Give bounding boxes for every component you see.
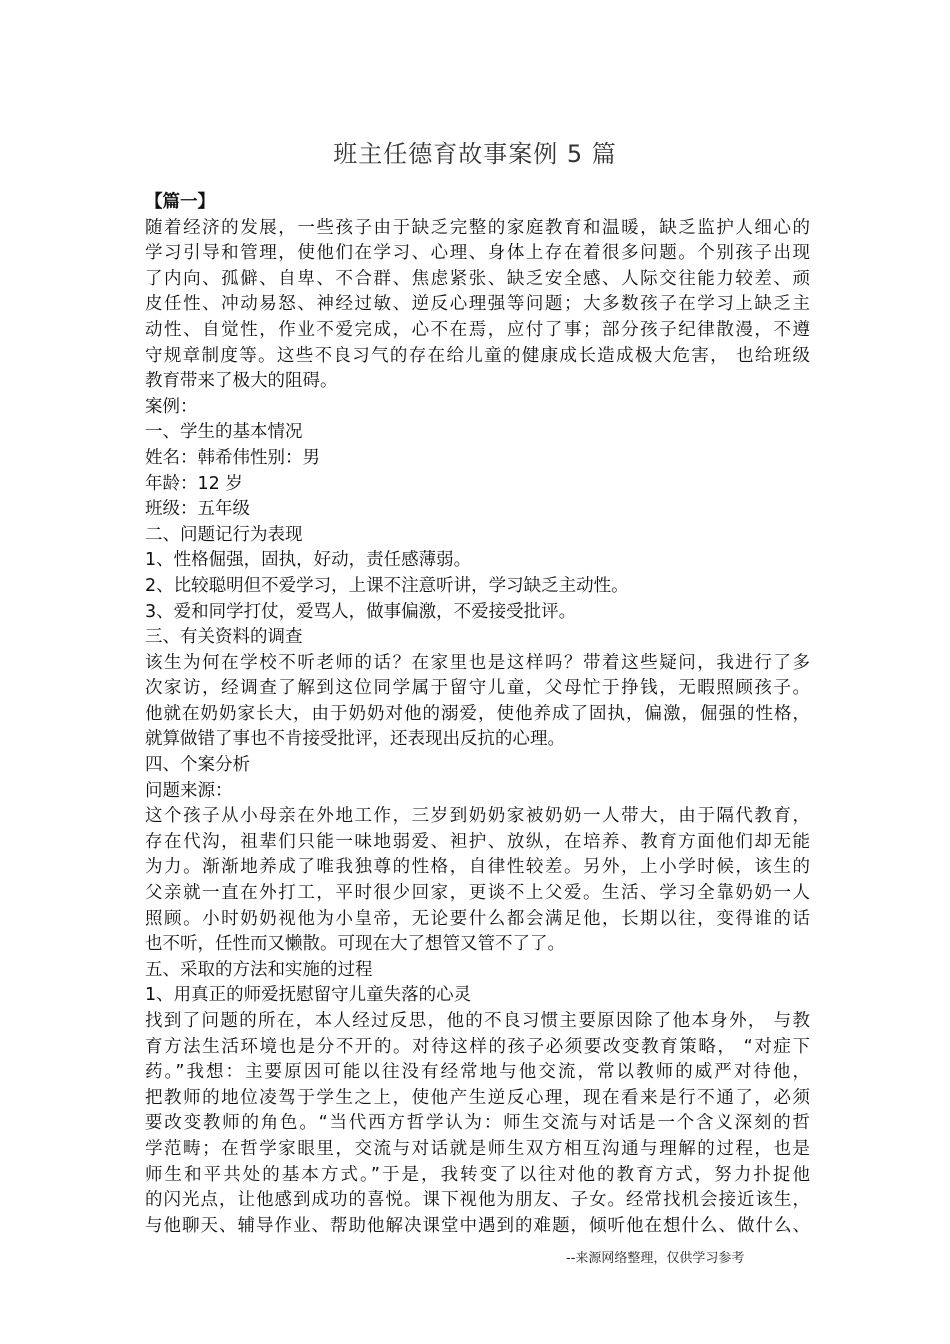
text-line: 他就在奶奶家长大，由于奶奶对他的溺爱，使他养成了固执，偏激，倔强的性格， (145, 703, 810, 724)
text-line: 该生为何在学校不听老师的话？在家里也是这样吗？带着这些疑问，我进行了多 (145, 652, 810, 673)
text-line: 随着经济的发展，一些孩子由于缺乏完整的家庭教育和温暖，缺乏监护人细心的 (145, 217, 810, 238)
text-line: 四、个案分析 (145, 755, 250, 776)
text-line: 二、问题记行为表现 (145, 524, 303, 545)
document-body (145, 190, 810, 1239)
text-line: 的闪光点，让他感到成功的喜悦。课下视他为朋友、子女。经常找机会接近该生， (145, 1190, 810, 1211)
text-line: 姓名：韩希伟性别：男 (145, 447, 320, 468)
text-line: 案例： (145, 396, 198, 417)
text-line: 师生和平共处的基本方式。”于是，我转变了以往对他的教育方式，努力扑捉他 (145, 1164, 810, 1185)
text-line: 把教师的地位凌驾于学生之上，使他产生逆反心理，现在看来是行不通了，必须 (145, 1087, 810, 1108)
page-footer: --来源网络整理，仅供学习参考 (566, 1251, 745, 1266)
text-line: 1、性格倔强，固执，好动，责任感薄弱。 (145, 550, 472, 571)
text-line: 班级：五年级 (145, 499, 250, 520)
text-line: 与他聊天、辅导作业、帮助他解决课堂中遇到的难题，倾听他在想什么、做什么、 (145, 1215, 810, 1236)
text-line: 也不听，任性而又懒散。可现在大了想管又管不了了。 (145, 934, 565, 955)
text-line: 一、学生的基本情况 (145, 422, 303, 443)
text-line: 育方法生活环境也是分不开的。对待这样的孩子必须要改变教育策略， “对症下 (145, 1036, 810, 1057)
text-line: 问题来源： (145, 780, 233, 801)
text-line: 照顾。小时奶奶视他为小皇帝，无论要什么都会满足他，长期以往，变得谁的话 (145, 908, 810, 929)
text-line: 2、比较聪明但不爱学习，上课不注意听讲，学习缺乏主动性。 (145, 575, 629, 596)
text-line: 就算做错了事也不肯接受批评，还表现出反抗的心理。 (145, 729, 565, 750)
text-line: 三、有关资料的调查 (145, 627, 303, 648)
text-line: 这个孩子从小母亲在外地工作，三岁到奶奶家被奶奶一人带大，由于隔代教育， (145, 806, 810, 827)
text-line: 学范畴；在哲学家眼里，交流与对话就是师生双方相互沟通与理解的过程，也是 (145, 1138, 810, 1159)
section-heading: 【篇一】 (145, 192, 215, 212)
text-line: 动性、自觉性，作业不爱完成，心不在焉，应付了事；部分孩子纪律散漫，不遵 (145, 319, 810, 340)
text-line: 五、采取的方法和实施的过程 (145, 959, 373, 980)
text-line: 3、爱和同学打仗，爱骂人，做事偏激，不爱接受批评。 (145, 601, 577, 622)
text-line: 找到了问题的所在，本人经过反思，他的不良习惯主要原因除了他本身外， 与教 (145, 1011, 810, 1031)
text-line: 教育带来了极大的阻碍。 (145, 371, 338, 392)
text-line: 次家访，经调查了解到这位同学属于留守儿童，父母忙于挣钱，无暇照顾孩子。 (145, 678, 810, 699)
text-line: 守规章制度等。这些不良习气的存在给儿童的健康成长造成极大危害， 也给班级 (145, 345, 810, 366)
text-line: 药。”我想：主要原因可能以往没有经常地与他交流，常以教师的威严对待他， (145, 1062, 810, 1083)
document-title: 班主任德育故事案例 5 篇 (333, 140, 617, 168)
text-line: 1、用真正的师爱抚慰留守儿童失落的心灵 (145, 985, 472, 1006)
text-line: 了内向、孤僻、自卑、不合群、焦虑紧张、缺乏安全感、人际交往能力较差、顽 (145, 268, 810, 289)
text-line: 要改变教师的角色。“当代西方哲学认为：师生交流与对话是一个含义深刻的哲 (145, 1113, 810, 1134)
text-line: 年龄：12 岁 (145, 473, 243, 494)
text-line: 存在代沟，祖辈们只能一味地弱爱、袒护、放纵，在培养、教育方面他们却无能 (145, 831, 810, 852)
text-line: 父亲就一直在外打工，平时很少回家，更谈不上父爱。生活、学习全靠奶奶一人 (145, 883, 810, 904)
text-line: 皮任性、冲动易怒、神经过敏、逆反心理强等问题；大多数孩子在学习上缺乏主 (145, 294, 810, 315)
text-line: 为力。渐渐地养成了唯我独尊的性格，自律性较差。另外，上小学时候，该生的 (145, 857, 810, 878)
text-line: 学习引导和管理，使他们在学习、心理、身体上存在着很多问题。个别孩子出现 (145, 243, 810, 264)
